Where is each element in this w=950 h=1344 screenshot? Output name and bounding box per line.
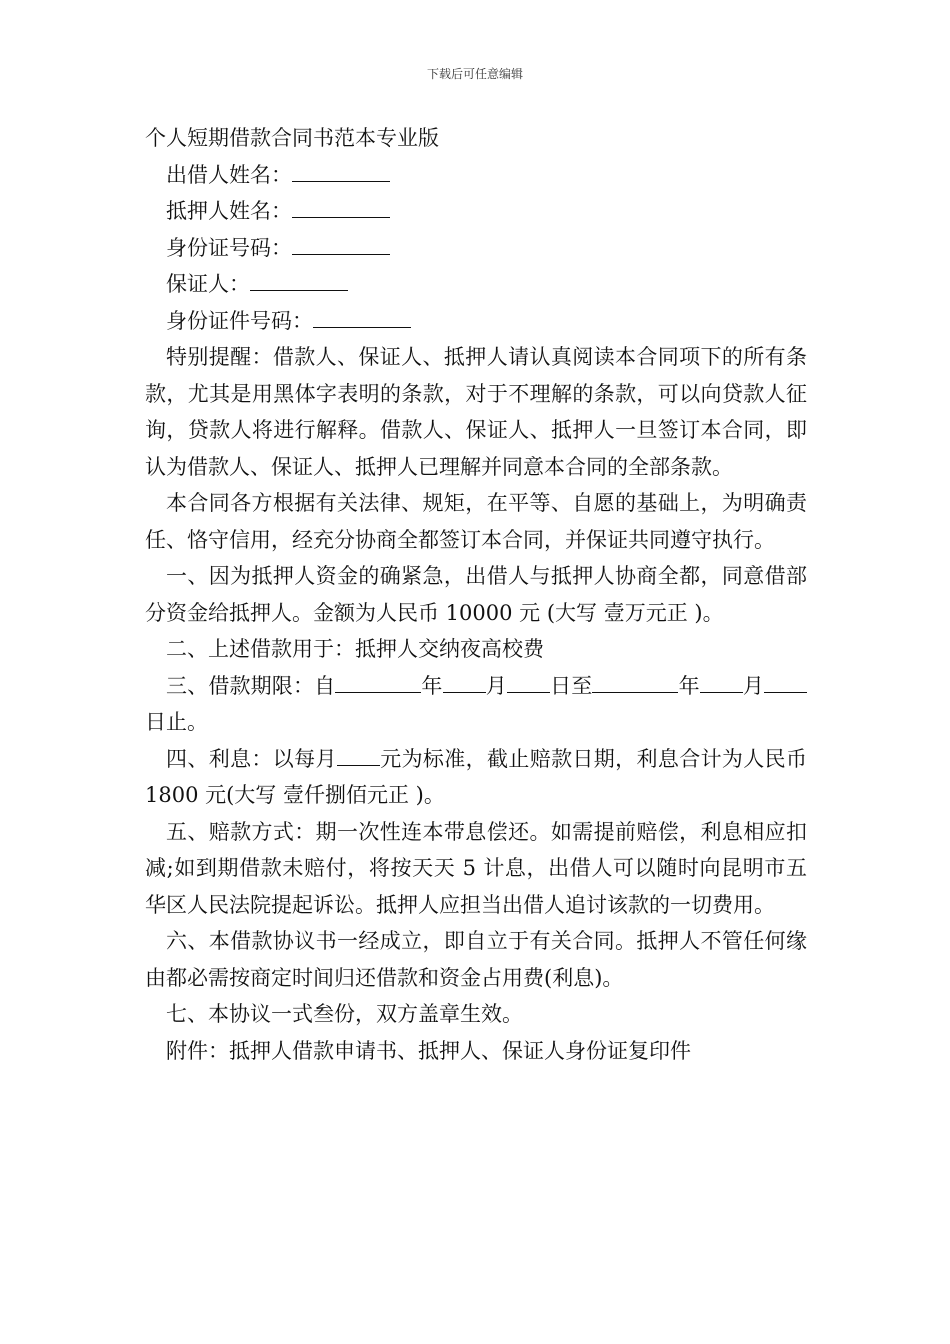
id-document-field [145, 303, 807, 340]
id-number-field [145, 230, 807, 267]
mortgagor-name-label: 抵押人姓名： [166, 199, 292, 223]
monthly-interest-blank[interactable] [337, 743, 380, 766]
clause-7-paragraph: 七、本协议一式叁份，双方盖章生效。 [166, 1002, 523, 1026]
clause-1-paragraph: 一、因为抵押人资金的确紧急，出借人与抵押人协商全都，同意借部分资金给抵押人。金额为人民币 10000 元 (大写 壹万元正 )。 [145, 564, 807, 625]
start-day-blank[interactable] [507, 670, 550, 693]
guarantor-label: 保证人： [166, 272, 250, 296]
id-number-label: 身份证号码： [166, 235, 292, 260]
document-title: 个人短期借款合同书范本专业版 [145, 126, 439, 150]
start-day-label: 日至 [549, 673, 593, 698]
end-year-blank[interactable] [592, 670, 678, 693]
clause-6-paragraph: 六、本借款协议书一经成立，即自立于有关合同。抵押人不管任何缘由都必需按商定时间归还借款和资金占用费(利息)。 [145, 929, 807, 990]
id-number-blank[interactable] [292, 232, 390, 255]
lender-name-blank[interactable] [292, 159, 390, 182]
page-header-note: 下载后可任意编辑 [426, 67, 523, 81]
loan-term-prefix: 三、借款期限：自 [166, 673, 336, 698]
lender-name-field [145, 157, 807, 194]
id-document-label: 身份证件号码： [166, 308, 313, 333]
mortgagor-name-blank[interactable] [292, 195, 390, 218]
loan-term-end: 日止。 [145, 710, 208, 734]
clause-4-paragraph [145, 741, 807, 814]
end-month-label: 月 [742, 673, 765, 698]
interest-prefix: 四、利息：以每月 [166, 746, 337, 771]
start-month-label: 月 [485, 673, 507, 698]
special-reminder-paragraph: 特别提醒：借款人、保证人、抵押人请认真阅读本合同项下的所有条款，尤其是用黑体字表明的条款，对于不理解的条款，可以向贷款人征询，贷款人将进行解释。借款人、保证人、抵押人一旦签订本合同，即认为借款人、保证人、抵押人已理解并同意本合同的全部条款。 [145, 345, 807, 479]
mortgagor-name-field [145, 193, 807, 230]
start-year-label: 年 [421, 673, 443, 698]
clause-2-paragraph: 二、上述借款用于：抵押人交纳夜高校费 [166, 637, 544, 661]
start-year-blank[interactable] [335, 670, 421, 693]
clause-3-paragraph [145, 668, 807, 741]
guarantor-field [145, 266, 807, 303]
end-month-blank[interactable] [700, 670, 743, 693]
clause-5-paragraph: 五、赔款方式：期一次性连本带息偿还。如需提前赔偿，利息相应扣减;如到期借款未赔付，将按天天 5 计息，出借人可以随时向昆明市五华区人民法院提起诉讼。抵押人应担当出借人追讨该款的一切费用。 [145, 819, 807, 917]
document-body [145, 120, 807, 1069]
end-year-label: 年 [678, 673, 700, 698]
end-day-blank[interactable] [764, 670, 807, 693]
lender-name-label: 出借人姓名： [166, 162, 292, 187]
id-document-blank[interactable] [313, 305, 411, 328]
attachment-paragraph: 附件：抵押人借款申请书、抵押人、保证人身份证复印件 [166, 1038, 691, 1063]
interest-rest: 元为标准，截止赔款日期，利息合计为人民币 1800 元(大写 壹仟捌佰元正 )。 [145, 746, 808, 807]
guarantor-blank[interactable] [250, 268, 348, 291]
start-month-blank[interactable] [443, 670, 486, 693]
preamble-paragraph: 本合同各方根据有关法律、规矩，在平等、自愿的基础上，为明确责任、恪守信用，经充分协商全都签订本合同，并保证共同遵守执行。 [145, 491, 807, 552]
